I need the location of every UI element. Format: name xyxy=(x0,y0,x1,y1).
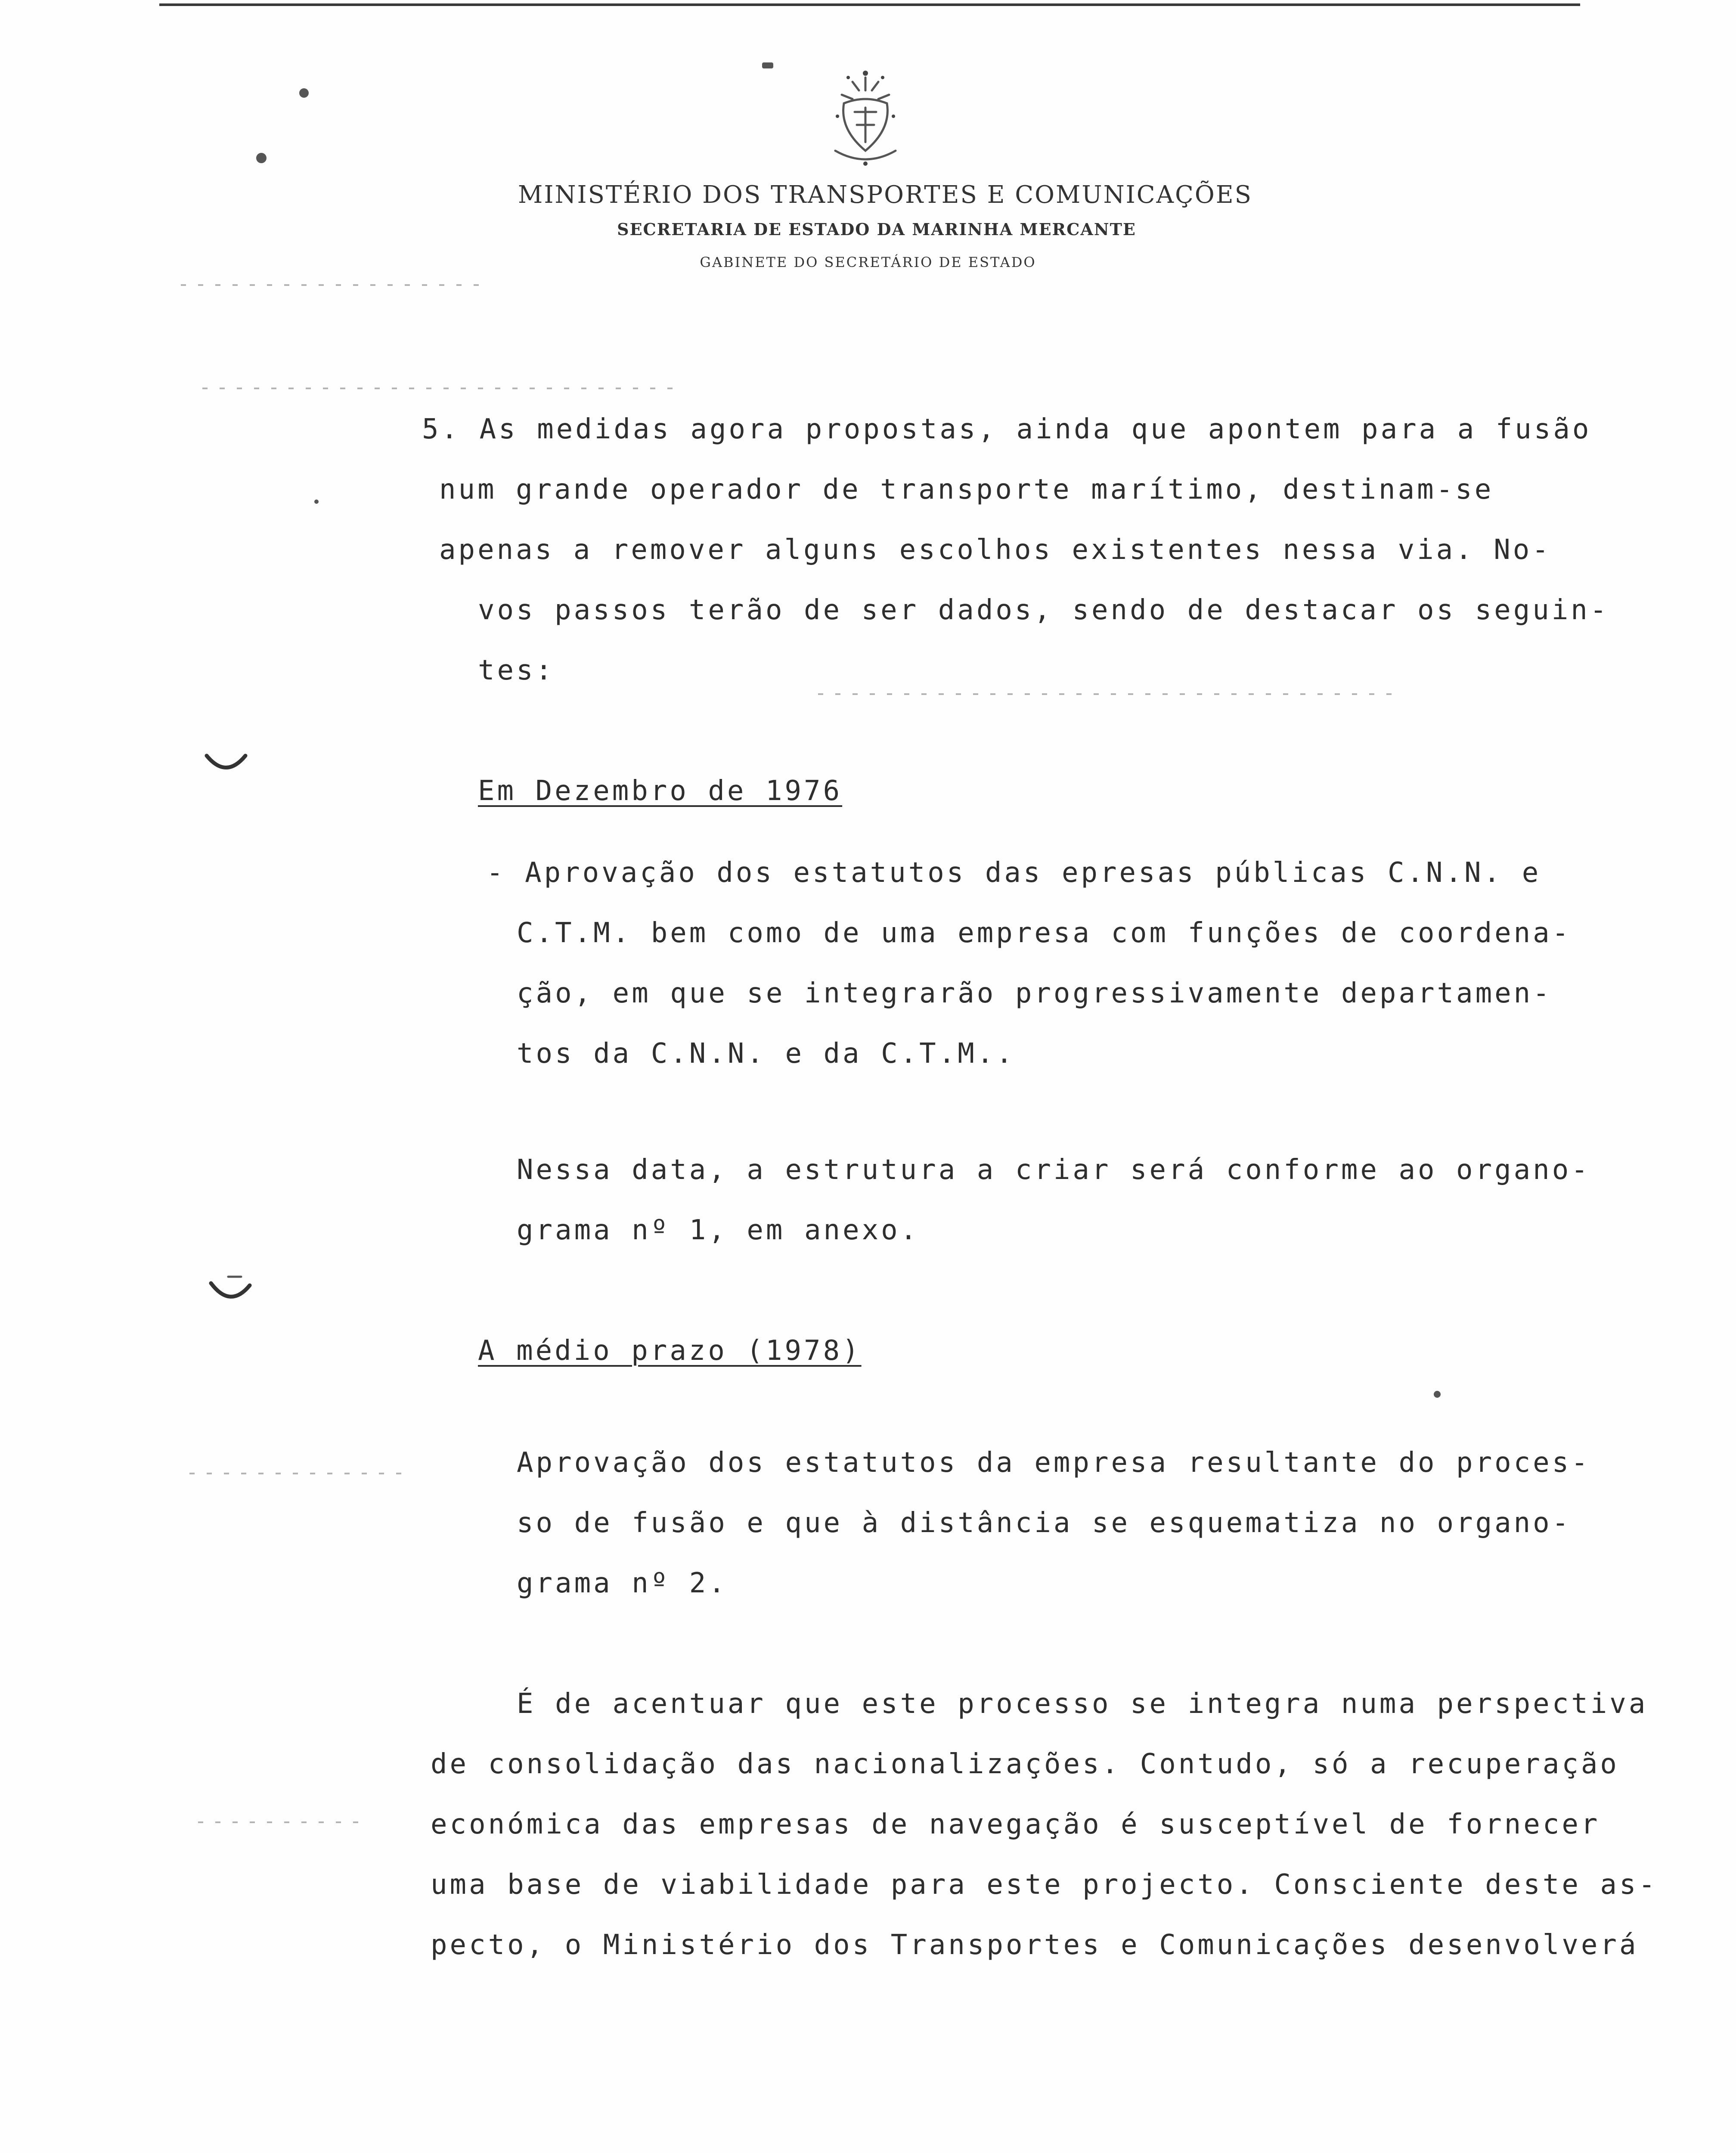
section-heading: Em Dezembro de 1976 xyxy=(478,775,843,807)
paragraph-line: de consolidação das nacionalizações. Contudo, só a recuperação xyxy=(431,1748,1619,1780)
scan-speck xyxy=(314,499,319,504)
scan-noise xyxy=(181,284,482,286)
scan-speck xyxy=(299,88,309,98)
scan-noise xyxy=(202,388,676,389)
scan-speck xyxy=(256,153,267,163)
paragraph-line: grama nº 2. xyxy=(517,1567,728,1599)
list-item-line: - Aprovação dos estatutos das epresas públicas C.N.N. e xyxy=(487,857,1541,889)
scan-noise xyxy=(198,1821,362,1823)
ministry-name: MINISTÉRIO DOS TRANSPORTES E COMUNICAÇÕES xyxy=(518,181,1252,209)
paragraph-line: Aprovação dos estatutos da empresa resultante do proces- xyxy=(517,1447,1590,1479)
list-item-line: C.T.M. bem como de uma empresa com funções de coordena- xyxy=(517,917,1572,949)
scan-speck xyxy=(1434,1391,1441,1398)
binder-hole-icon xyxy=(202,749,254,784)
paragraph-line: 5. As medidas agora propostas, ainda que apontem para a fusão xyxy=(422,413,1592,445)
paragraph-line: vos passos terão de ser dados, sendo de destacar os seguin- xyxy=(478,594,1609,626)
paragraph-line: apenas a remover alguns escolhos existentes nessa via. No- xyxy=(439,534,1551,566)
binder-hole-icon xyxy=(207,1275,258,1318)
coat-of-arms-icon xyxy=(801,65,930,177)
paragraph-line: É de acentuar que este processo se integra numa perspectiva xyxy=(517,1688,1648,1720)
list-item-line: ção, em que se integrarão progressivamente departamen- xyxy=(517,977,1552,1009)
paragraph-line: pecto, o Ministério dos Transportes e Comunicações desenvolverá xyxy=(431,1929,1639,1961)
top-edge-line xyxy=(159,3,1580,6)
scan-noise xyxy=(818,693,1399,695)
scan-speck xyxy=(762,62,773,68)
paragraph-line: Nessa data, a estrutura a criar será conforme ao organo- xyxy=(517,1154,1590,1186)
paragraph-line: num grande operador de transporte marítimo, destinam-se xyxy=(439,474,1494,506)
paragraph-line: grama nº 1, em anexo. xyxy=(517,1214,920,1246)
section-heading: A médio prazo (1978) xyxy=(478,1335,862,1367)
secretariat-name: SECRETARIA DE ESTADO DA MARINHA MERCANTE xyxy=(617,220,1136,239)
paragraph-line: económica das empresas de navegação é susceptível de fornecer xyxy=(431,1809,1600,1840)
paragraph-line: so de fusão e que à distância se esquematiza no organo- xyxy=(517,1507,1572,1539)
list-item-line: tos da C.N.N. e da C.T.M.. xyxy=(517,1038,1015,1070)
paragraph-line: tes: xyxy=(478,655,555,686)
cabinet-name: GABINETE DO SECRETÁRIO DE ESTADO xyxy=(700,254,1036,270)
paragraph-line: uma base de viabilidade para este projecto. Consciente deste as- xyxy=(431,1869,1658,1901)
scan-noise xyxy=(189,1473,413,1474)
